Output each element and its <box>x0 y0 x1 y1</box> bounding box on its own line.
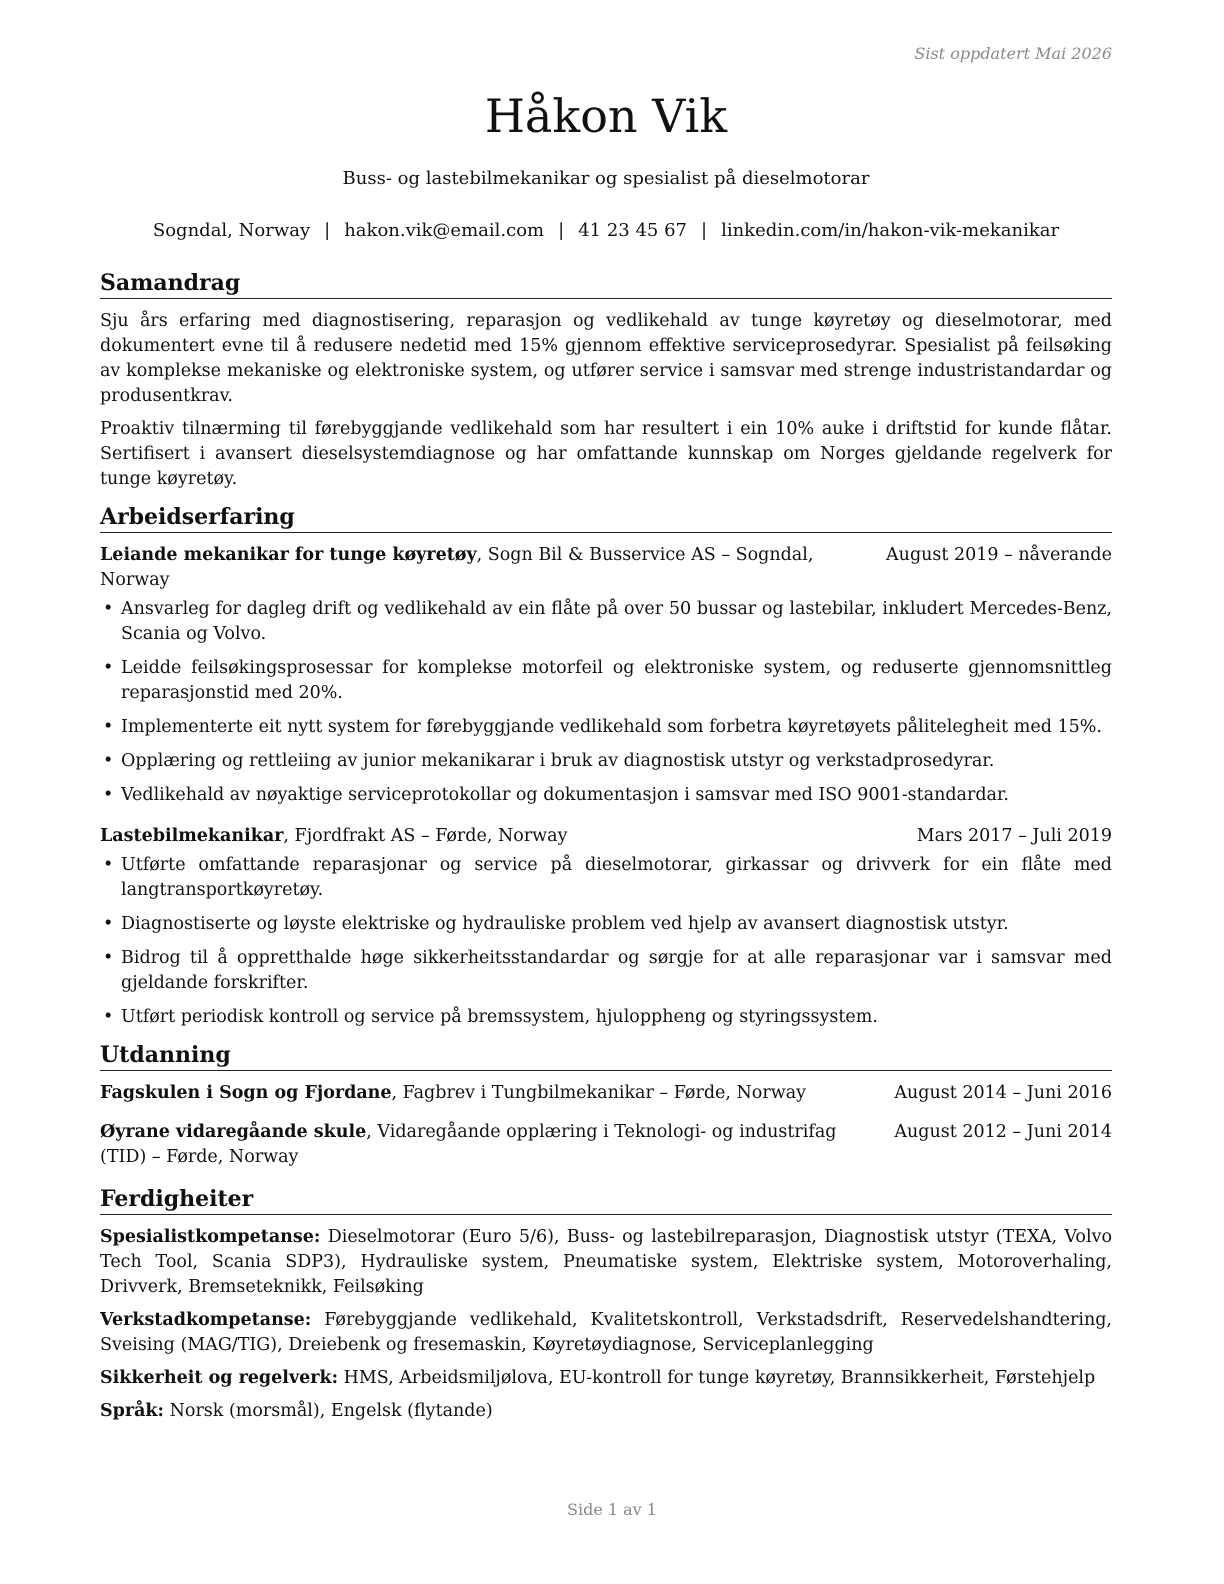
contact-linkedin[interactable]: linkedin.com/in/hakon-vik-mekanikar <box>721 220 1060 241</box>
job-dates: August 2019 – nåverande <box>886 545 1112 565</box>
skill-text: Førebyggjande vedlikehald, Kvalitetskontroll, Verkstadsdrift, Reservedelshandtering, Sveising (MAG/TIG), Dreiebenk og fresemaskin, Køyretøydiagnose, Serviceplanlegging <box>100 1310 1112 1355</box>
section-heading: Samandrag <box>100 268 1112 299</box>
section-heading: Arbeidserfaring <box>100 502 1112 533</box>
job-bullets <box>100 597 1112 808</box>
job-bullets <box>100 853 1112 1030</box>
list-item: • Diagnostiserte og løyste elektriske og hydrauliske problem ved hjelp av avansert diagnostisk utstyr. <box>100 912 1112 937</box>
contact-location: Sogndal, Norway <box>152 220 311 241</box>
job-entry <box>100 824 1112 1030</box>
list-item: • Implementerte eit nytt system for førebyggjande vedlikehald som forbetra køyretøyets pålitelegheit med 15%. <box>100 715 1112 740</box>
list-item: • Vedlikehald av nøyaktige serviceprotokollar og dokumentasjon i samsvar med ISO 9001-standardar. <box>100 783 1112 808</box>
list-item: • Ansvarleg for dagleg drift og vedlikehald av ein flåte på over 50 bussar og lastebilar, inkludert Mercedes-Benz, Scania og Volvo. <box>100 597 1112 647</box>
skill-line <box>100 1308 1112 1358</box>
skills-section <box>100 1184 1112 1424</box>
job-company: , Fjordfrakt AS – Førde, Norway <box>283 826 568 846</box>
skill-text: Dieselmotorar (Euro 5/6), Buss- og lastebilreparasjon, Diagnostisk utstyr (TEXA, Volvo Tech Tool, Scania SDP3), Hydrauliske system, Pneumatiske system, Elektriske system, Motoroverhaling, Drivverk, Bremseteknikk, Feilsøking <box>100 1227 1112 1297</box>
contact-separator: | <box>558 220 565 241</box>
section-heading: Utdanning <box>100 1040 1112 1071</box>
last-updated: Sist oppdatert Mai 2026 <box>914 44 1112 63</box>
job-role: Leiande mekanikar for tunge køyretøy <box>100 545 477 565</box>
skill-line <box>100 1225 1112 1300</box>
contact-email[interactable]: hakon.vik@email.com <box>344 220 545 241</box>
summary-paragraph: Sju års erfaring med diagnostisering, reparasjon og vedlikehald av tunge køyretøy og dieselmotorar, med dokumentert evne til å redusere nedetid med 15% gjennom effektive serviceprosedyrar. Spesialist på feilsøking av komplekse mekaniske og elektroniske system, og utfører service i samsvar med strenge industristandardar og produsentkrav. <box>100 311 1112 406</box>
section-heading: Ferdigheiter <box>100 1184 1112 1215</box>
job-role: Lastebilmekanikar <box>100 826 284 846</box>
resume-body <box>100 268 1112 1434</box>
skill-text: HMS, Arbeidsmiljølova, EU-kontroll for tunge køyretøy, Brannsikkerheit, Førstehjelp <box>338 1368 1096 1388</box>
job-header <box>100 543 1112 593</box>
skill-label: Sikkerheit og regelverk: <box>100 1368 339 1388</box>
list-item: • Utførte omfattande reparasjonar og service på dieselmotorar, girkassar og drivverk for ein flåte med langtransportkøyretøy. <box>100 853 1112 903</box>
list-item: • Utført periodisk kontroll og service på bremssystem, hjuloppheng og styringssystem. <box>100 1005 1112 1030</box>
education-program: , Vidaregåande opplæring i Teknologi- og industrifag (TID) – Førde, Norway <box>100 1122 837 1167</box>
skill-line <box>100 1399 1112 1424</box>
education-dates: August 2012 – Juni 2014 <box>894 1122 1112 1142</box>
job-company: , Sogn Bil & Busservice AS – Sogndal, Norway <box>100 545 814 590</box>
education-program: , Fagbrev i Tungbilmekanikar – Førde, Norway <box>391 1083 807 1103</box>
education-entry <box>100 1081 1112 1106</box>
skill-label: Spesialistkompetanse: <box>100 1227 321 1247</box>
skill-label: Språk: <box>100 1401 165 1421</box>
contact-phone: 41 23 45 67 <box>578 220 687 241</box>
experience-section <box>100 502 1112 1030</box>
education-dates: August 2014 – Juni 2016 <box>894 1083 1112 1103</box>
job-header <box>100 824 1112 849</box>
contact-separator: | <box>324 220 331 241</box>
education-entry <box>100 1120 1112 1170</box>
candidate-subtitle: Buss- og lastebilmekanikar og spesialist på dieselmotorar <box>342 168 870 189</box>
job-entry <box>100 543 1112 808</box>
contact-line <box>100 218 1112 244</box>
summary-section <box>100 268 1112 492</box>
education-school: Øyrane vidaregåande skule <box>100 1122 367 1142</box>
education-section <box>100 1040 1112 1170</box>
contact-separator: | <box>700 220 708 241</box>
skill-label: Verkstadkompetanse: <box>100 1310 312 1330</box>
skill-text: Norsk (morsmål), Engelsk (flytande) <box>164 1401 493 1421</box>
list-item: • Bidrog til å oppretthalde høge sikkerheitsstandardar og sørgje for at alle reparasjonar var i samsvar med gjeldande forskrifter. <box>100 946 1112 996</box>
skill-line <box>100 1366 1112 1391</box>
page-number: Side 1 av 1 <box>567 1500 657 1519</box>
job-dates: Mars 2017 – Juli 2019 <box>916 826 1112 846</box>
list-item: • Opplæring og rettleiing av junior mekanikarar i bruk av diagnostisk utstyr og verkstadprosedyrar. <box>100 749 1112 774</box>
list-item: • Leidde feilsøkingsprosessar for komplekse motorfeil og elektroniske system, og reduserte gjennomsnittleg reparasjonstid med 20%. <box>100 656 1112 706</box>
summary-paragraph: Proaktiv tilnærming til førebyggjande vedlikehald som har resultert i ein 10% auke i driftstid for kunde flåtar. Sertifisert i avansert dieselsystemdiagnose og har omfattande kunnskap om Norges gjeldande regelverk for tunge køyretøy. <box>100 419 1112 489</box>
education-school: Fagskulen i Sogn og Fjordane <box>100 1083 392 1103</box>
candidate-name: Håkon Vik <box>484 89 728 143</box>
